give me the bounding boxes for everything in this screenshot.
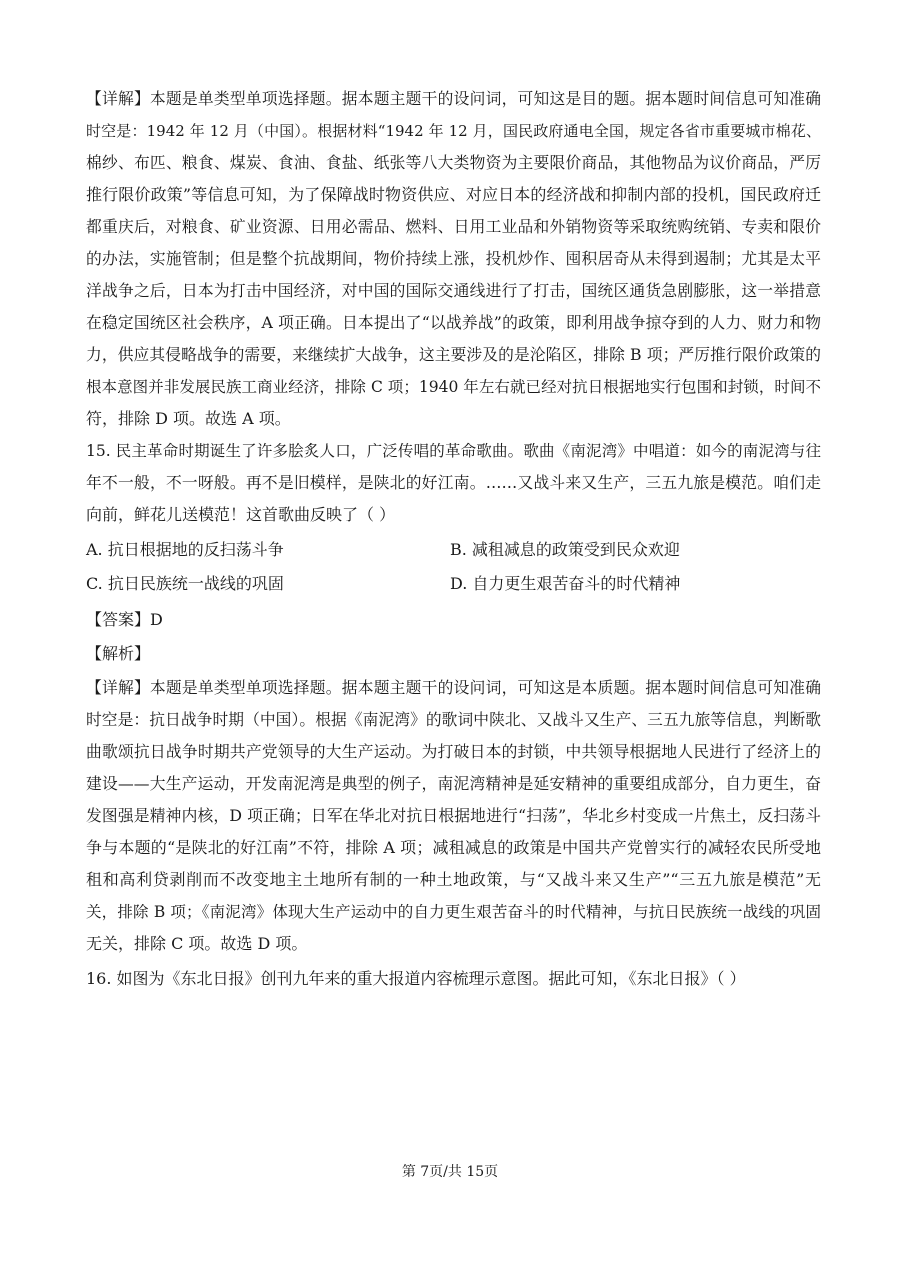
text-line: 推行限价政策”等信息可知，为了保障战时物资供应、对应日本的经济战和抑制内部的投机，国民政府迁: [86, 185, 821, 204]
text-line: 建设——大生产运动，开发南泥湾是典型的例子，南泥湾精神是延安精神的重要组成部分，自力更生，奋: [86, 774, 821, 793]
text-line: 时空是：抗日战争时期（中国）。根据《南泥湾》的歌词中陕北、又战斗又生产、三五九旅等信息，判断歌: [86, 710, 821, 729]
answer-label: 【答案】D: [86, 610, 163, 629]
text-line: 在稳定国统区社会秩序，A 项正确。日本提出了“以战养战”的政策，即利用战争掠夺到的人力、财力和物: [86, 313, 821, 332]
text-line: 时空是：1942 年 12 月（中国）。根据材料“1942 年 12 月，国民政府通电全国，规定各省市重要城市棉花、: [86, 122, 821, 140]
text-line: 棉纱、布匹、粮食、煤炭、食油、食盐、纸张等八大类物资为主要限价商品，其他物品为议价商品，严厉: [86, 153, 821, 172]
question-stem-line: 16. 如图为《东北日报》创刊九年来的重大报道内容梳理示意图。据此可知，《东北日报》（ ）: [86, 969, 746, 988]
question-stem-line: 年不一般，不一呀般。再不是旧模样，是陕北的好江南。……又战斗来又生产，三五九旅是模范。咱们走: [86, 473, 821, 492]
text-line: 【详解】本题是单类型单项选择题。据本题主题干的设问词，可知这是本质题。据本题时间信息可知准确: [86, 678, 821, 697]
option-d: D. 自力更生艰苦奋斗的时代精神: [450, 574, 681, 593]
text-line: 力，供应其侵略战争的需要，来继续扩大战争，这主要涉及的是沦陷区，排除 B 项；严厉推行限价政策的: [86, 345, 821, 364]
text-line: 洋战争之后，日本为打击中国经济，对中国的国际交通线进行了打击，国统区通货急剧膨胀，这一举措意: [86, 281, 821, 300]
text-line: 无关，排除 C 项。故选 D 项。: [86, 934, 308, 953]
text-line: 发图强是精神内核，D 项正确；日军在华北对抗日根据地进行“扫荡”，华北乡村变成一片焦土，反扫荡斗: [86, 806, 821, 825]
question-stem-line: 15. 民主革命时期诞生了许多脍炙人口，广泛传唱的革命歌曲。歌曲《南泥湾》中唱道：如今的南泥湾与往: [86, 442, 821, 460]
text-line: 【详解】本题是单类型单项选择题。据本题主题干的设问词，可知这是目的题。据本题时间信息可知准确: [86, 89, 821, 108]
text-line: 争与本题的“是陕北的好江南”不符，排除 A 项；减租减息的政策是中国共产党曾实行的减轻农民所受地: [86, 838, 821, 857]
text-line: 的办法，实施管制；但是整个抗战期间，物价持续上涨，投机炒作、囤积居奇从未得到遏制；尤其是太平: [86, 249, 821, 268]
option-a: A. 抗日根据地的反扫荡斗争: [86, 540, 284, 559]
option-c: C. 抗日民族统一战线的巩固: [86, 574, 284, 593]
question-stem-line: 向前，鲜花儿送模范！这首歌曲反映了（ ）: [86, 505, 396, 524]
text-line: 根本意图并非发展民族工商业经济，排除 C 项；1940 年左右就已经对抗日根据地实行包围和封锁，时间不: [86, 378, 821, 396]
page-number: 第 7页/共 15页: [401, 1164, 499, 1180]
analysis-label: 【解析】: [86, 644, 151, 663]
text-line: 都重庆后，对粮食、矿业资源、日用必需品、燃料、日用工业品和外销物资等采取统购统销、专卖和限价: [86, 217, 821, 236]
text-line: 关，排除 B 项；《南泥湾》体现大生产运动中的自力更生艰苦奋斗的时代精神，与抗日民族统一战线的巩固: [86, 903, 821, 921]
text-line: 租和高利贷剥削而不改变地主土地所有制的一种土地政策，与“又战斗来又生产”“三五九旅是模范”无: [86, 870, 821, 889]
text-line: 曲歌颂抗日战争时期共产党领导的大生产运动。为打破日本的封锁，中共领导根据地人民进行了经济上的: [86, 742, 821, 761]
text-line: 符，排除 D 项。故选 A 项。: [86, 409, 291, 428]
option-b: B. 减租减息的政策受到民众欢迎: [450, 540, 680, 559]
